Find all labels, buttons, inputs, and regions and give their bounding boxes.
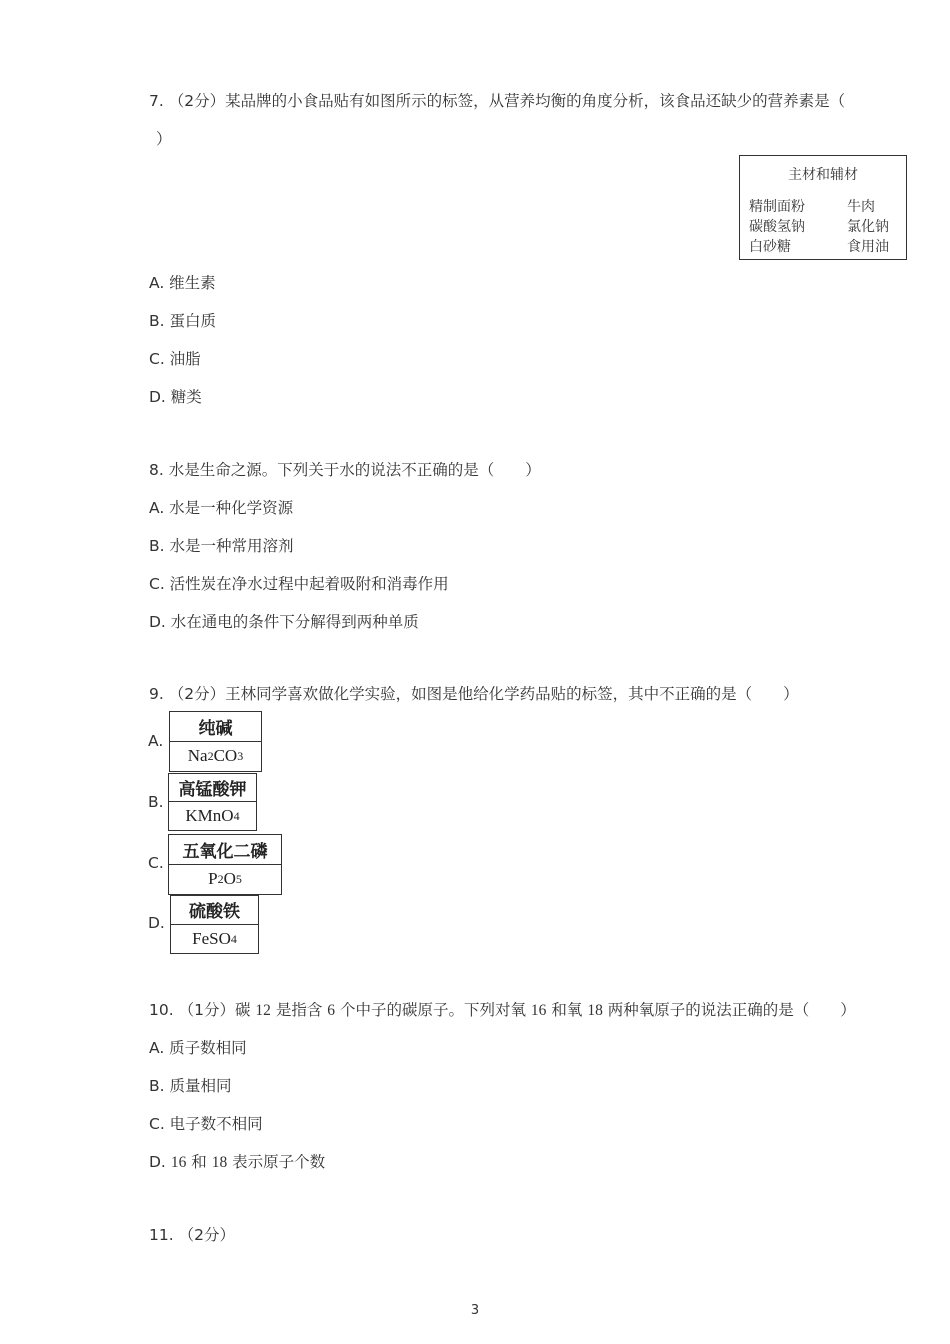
chem-label-name: 高锰酸钾 [169, 774, 256, 802]
ingredient-row [749, 236, 899, 256]
q8-option-a: A. 水是一种化学资源 [149, 499, 294, 517]
ingredient-cell: 精制面粉 [749, 199, 805, 215]
q10-stem: 10. （1分）碳 12 是指含 6 个中子的碳原子。下列对氧 16 和氧 18 两种氧原子的说法正确的是（ ） [149, 1001, 856, 1019]
page-number: 3 [470, 1303, 480, 1318]
ingredient-row [749, 196, 899, 216]
q10-option-a: A. 质子数相同 [149, 1039, 247, 1057]
chem-label-c [168, 834, 282, 895]
chem-label-a [169, 711, 262, 772]
q10-option-c: C. 电子数不相同 [149, 1115, 263, 1133]
q8-option-c: C. 活性炭在净水过程中起着吸附和消毒作用 [149, 575, 449, 593]
chem-label-formula: P 2 O 5 [208, 869, 242, 889]
ingredient-cell: 碳酸氢钠 [749, 219, 805, 235]
chem-label-b [168, 773, 257, 831]
ingredient-cell: 牛肉 [847, 199, 875, 215]
ingredient-label-box [739, 155, 907, 260]
chem-label-name: 硫酸铁 [171, 896, 258, 925]
q7-option-b: B. 蛋白质 [149, 312, 216, 330]
q11-stem: 11. （2分） [149, 1226, 235, 1244]
q7-option-d: D. 糖类 [149, 388, 202, 406]
chem-label-formula: KMnO 4 [185, 806, 240, 825]
chem-label-name: 五氧化二磷 [169, 835, 281, 865]
chem-label-name: 纯碱 [170, 712, 261, 742]
ingredient-row [749, 216, 899, 236]
ingredient-cell: 食用油 [847, 239, 889, 255]
chem-label-d [170, 895, 259, 954]
q10-option-b: B. 质量相同 [149, 1077, 232, 1095]
q9-option-a-letter: A. [148, 732, 164, 750]
q7-option-c: C. 油脂 [149, 350, 201, 368]
q9-stem: 9. （2分）王林同学喜欢做化学实验，如图是他给化学药品贴的标签，其中不正确的是（ ） [149, 685, 799, 703]
chem-label-formula: FeSO 4 [192, 928, 237, 948]
ingredient-cell: 氯化钠 [847, 219, 889, 235]
q8-option-b: B. 水是一种常用溶剂 [149, 537, 294, 555]
q9-option-d-letter: D. [148, 914, 165, 932]
ingredient-cell: 白砂糖 [749, 239, 791, 255]
chem-label-formula: Na 2 CO 3 [187, 746, 244, 766]
q10-option-d: D. 16 和 18 表示原子个数 [149, 1153, 326, 1171]
q8-stem: 8. 水是生命之源。下列关于水的说法不正确的是（ ） [149, 461, 541, 479]
q7-stem: 7. （2分）某品牌的小食品贴有如图所示的标签，从营养均衡的角度分析，该食品还缺少的营养素是（ [149, 92, 846, 110]
q9-option-c-letter: C. [148, 854, 164, 872]
ingredient-label-title: 主材和辅材 [788, 167, 858, 183]
q7-option-a: A. 维生素 [149, 274, 216, 292]
q7-stem-end: ） [156, 130, 172, 148]
q8-option-d: D. 水在通电的条件下分解得到两种单质 [149, 613, 419, 631]
q9-option-b-letter: B. [148, 793, 164, 811]
